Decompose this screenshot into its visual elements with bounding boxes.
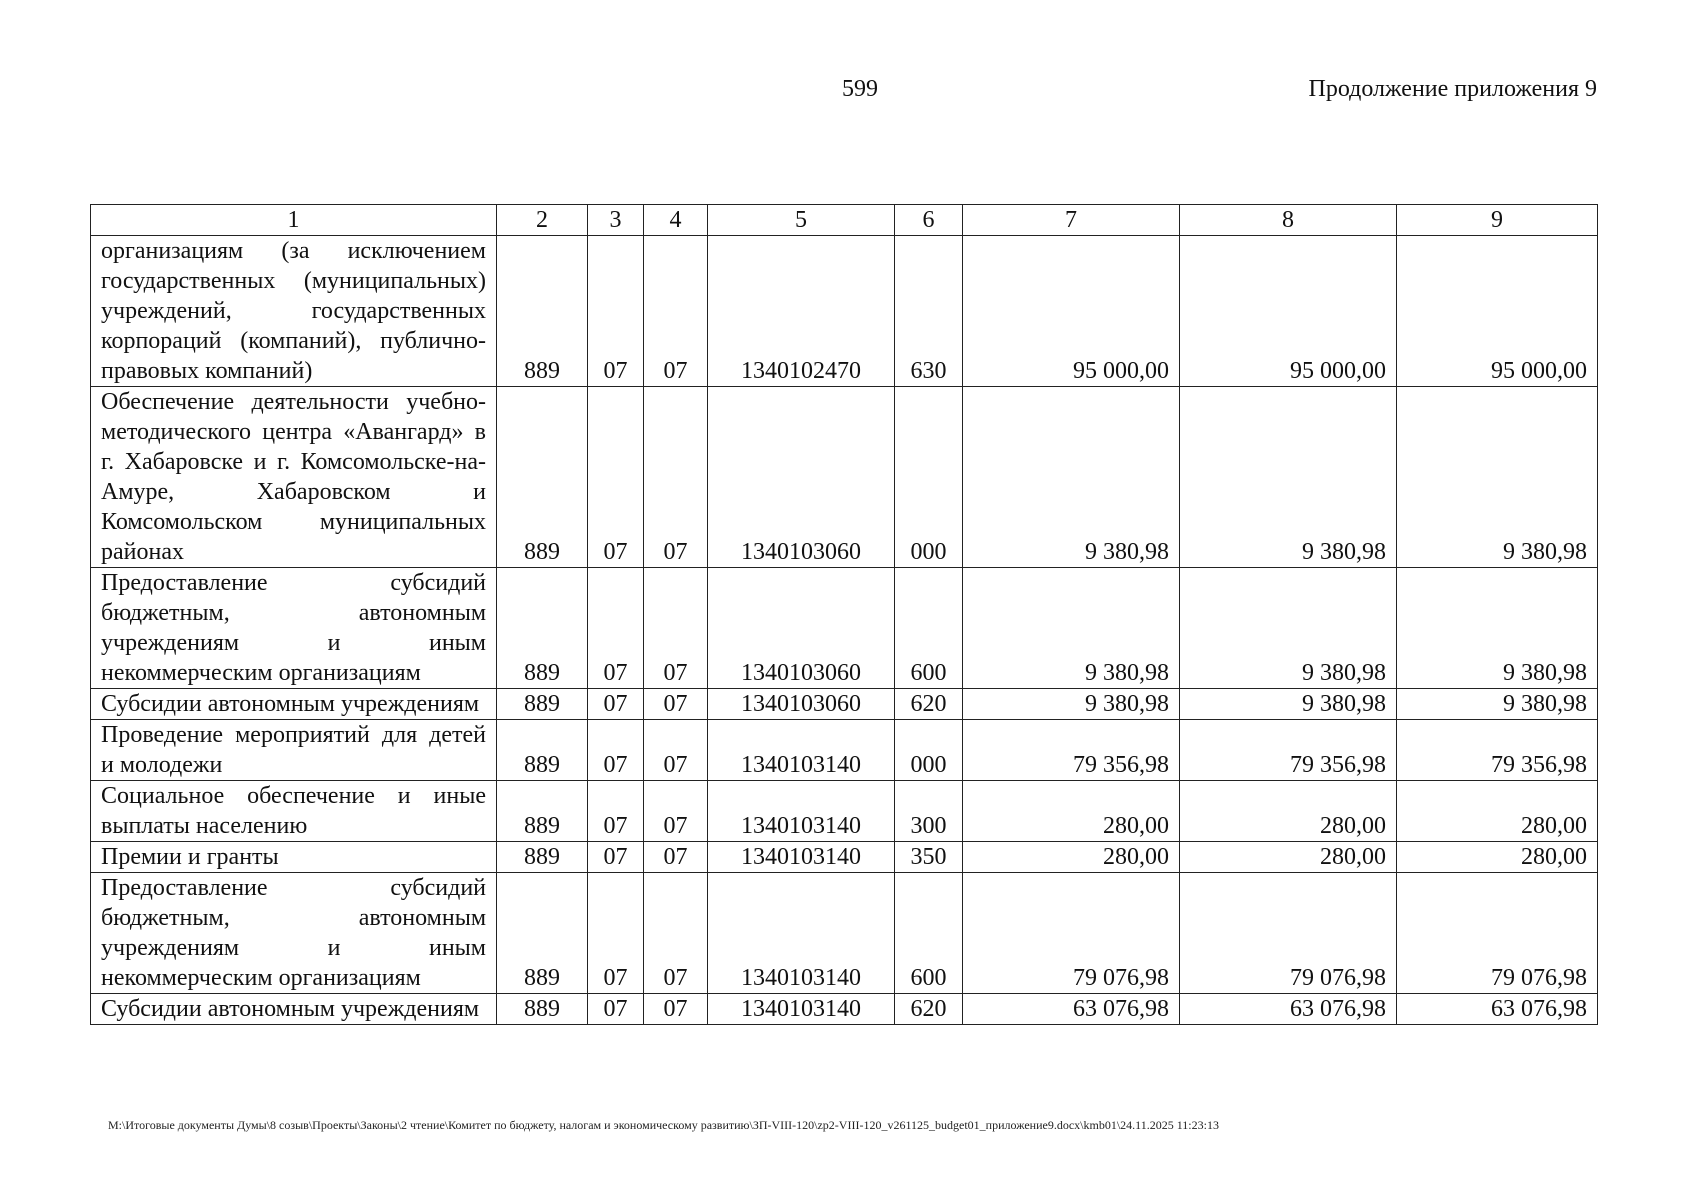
ministry-code: 889 xyxy=(497,689,588,720)
page-number: 599 xyxy=(842,76,878,102)
footer-file-path: M:\Итоговые документы Думы\8 созыв\Проекты\Законы\2 чтение\Комитет по бюджету, налогам и экономическому развитию\ЗП-VIII-120\zp2-VIII-120_v261125_budget01_приложение9.docx\kmb01\24.11.2025 11:23:13 xyxy=(108,1118,1219,1132)
amount-col-8: 9 380,98 xyxy=(1180,568,1397,689)
expense-type-code: 600 xyxy=(895,873,963,994)
expense-name: Социальное обеспечение и иные выплаты населению xyxy=(91,781,497,842)
expense-type-code: 620 xyxy=(895,689,963,720)
amount-col-8: 9 380,98 xyxy=(1180,689,1397,720)
column-header-1: 1 xyxy=(91,205,497,236)
column-header-4: 4 xyxy=(644,205,708,236)
column-number-row xyxy=(91,205,1598,236)
amount-col-7: 280,00 xyxy=(963,781,1180,842)
section-code: 07 xyxy=(588,689,644,720)
column-header-2: 2 xyxy=(497,205,588,236)
amount-col-8: 280,00 xyxy=(1180,781,1397,842)
amount-col-9: 280,00 xyxy=(1397,781,1598,842)
table-row xyxy=(91,387,1598,568)
amount-col-7: 79 356,98 xyxy=(963,720,1180,781)
expense-type-code: 000 xyxy=(895,720,963,781)
table-row xyxy=(91,781,1598,842)
expense-type-code: 300 xyxy=(895,781,963,842)
subsection-code: 07 xyxy=(644,994,708,1025)
subsection-code: 07 xyxy=(644,689,708,720)
target-article-code: 1340102470 xyxy=(708,236,895,387)
expense-type-code: 620 xyxy=(895,994,963,1025)
section-code: 07 xyxy=(588,781,644,842)
target-article-code: 1340103060 xyxy=(708,387,895,568)
amount-col-8: 9 380,98 xyxy=(1180,387,1397,568)
section-code: 07 xyxy=(588,994,644,1025)
subsection-code: 07 xyxy=(644,236,708,387)
subsection-code: 07 xyxy=(644,720,708,781)
subsection-code: 07 xyxy=(644,387,708,568)
section-code: 07 xyxy=(588,873,644,994)
appendix-title: Продолжение приложения 9 xyxy=(1308,76,1597,102)
target-article-code: 1340103140 xyxy=(708,720,895,781)
expense-name: Предоставление субсидий бюджетным, автономным учреждениям и иным некоммерческим организациям xyxy=(91,568,497,689)
table-row xyxy=(91,720,1598,781)
expense-type-code: 600 xyxy=(895,568,963,689)
amount-col-7: 63 076,98 xyxy=(963,994,1180,1025)
amount-col-9: 9 380,98 xyxy=(1397,689,1598,720)
target-article-code: 1340103140 xyxy=(708,994,895,1025)
ministry-code: 889 xyxy=(497,994,588,1025)
amount-col-7: 9 380,98 xyxy=(963,568,1180,689)
ministry-code: 889 xyxy=(497,781,588,842)
expense-name: Проведение мероприятий для детей и молодежи xyxy=(91,720,497,781)
table-row xyxy=(91,236,1598,387)
ministry-code: 889 xyxy=(497,720,588,781)
expense-type-code: 630 xyxy=(895,236,963,387)
section-code: 07 xyxy=(588,720,644,781)
expense-name: Обеспечение деятельности учебно-методического центра «Авангард» в г. Хабаровске и г. Комсомольске-на-Амуре, Хабаровском и Комсомольском муниципальных районах xyxy=(91,387,497,568)
amount-col-9: 280,00 xyxy=(1397,842,1598,873)
amount-col-9: 95 000,00 xyxy=(1397,236,1598,387)
amount-col-8: 95 000,00 xyxy=(1180,236,1397,387)
section-code: 07 xyxy=(588,387,644,568)
table-row xyxy=(91,994,1598,1025)
ministry-code: 889 xyxy=(497,568,588,689)
amount-col-8: 280,00 xyxy=(1180,842,1397,873)
subsection-code: 07 xyxy=(644,842,708,873)
target-article-code: 1340103060 xyxy=(708,568,895,689)
column-header-7: 7 xyxy=(963,205,1180,236)
amount-col-9: 9 380,98 xyxy=(1397,387,1598,568)
expense-name: Субсидии автономным учреждениям xyxy=(91,689,497,720)
column-header-8: 8 xyxy=(1180,205,1397,236)
target-article-code: 1340103140 xyxy=(708,781,895,842)
table-row xyxy=(91,689,1598,720)
amount-col-9: 9 380,98 xyxy=(1397,568,1598,689)
column-header-6: 6 xyxy=(895,205,963,236)
amount-col-7: 79 076,98 xyxy=(963,873,1180,994)
amount-col-8: 63 076,98 xyxy=(1180,994,1397,1025)
expense-type-code: 000 xyxy=(895,387,963,568)
expense-name: организациям (за исключением государственных (муниципальных) учреждений, государственных корпораций (компаний), публично-правовых компаний) xyxy=(91,236,497,387)
amount-col-9: 63 076,98 xyxy=(1397,994,1598,1025)
section-code: 07 xyxy=(588,842,644,873)
ministry-code: 889 xyxy=(497,236,588,387)
section-code: 07 xyxy=(588,236,644,387)
table-row xyxy=(91,873,1598,994)
expense-name: Премии и гранты xyxy=(91,842,497,873)
subsection-code: 07 xyxy=(644,873,708,994)
target-article-code: 1340103140 xyxy=(708,842,895,873)
amount-col-7: 9 380,98 xyxy=(963,689,1180,720)
amount-col-8: 79 076,98 xyxy=(1180,873,1397,994)
column-header-3: 3 xyxy=(588,205,644,236)
expense-name: Предоставление субсидий бюджетным, автономным учреждениям и иным некоммерческим организациям xyxy=(91,873,497,994)
table-row xyxy=(91,568,1598,689)
section-code: 07 xyxy=(588,568,644,689)
amount-col-7: 280,00 xyxy=(963,842,1180,873)
column-header-5: 5 xyxy=(708,205,895,236)
amount-col-9: 79 356,98 xyxy=(1397,720,1598,781)
amount-col-8: 79 356,98 xyxy=(1180,720,1397,781)
target-article-code: 1340103060 xyxy=(708,689,895,720)
amount-col-7: 9 380,98 xyxy=(963,387,1180,568)
ministry-code: 889 xyxy=(497,873,588,994)
ministry-code: 889 xyxy=(497,842,588,873)
expense-name: Субсидии автономным учреждениям xyxy=(91,994,497,1025)
column-header-9: 9 xyxy=(1397,205,1598,236)
subsection-code: 07 xyxy=(644,781,708,842)
subsection-code: 07 xyxy=(644,568,708,689)
expense-type-code: 350 xyxy=(895,842,963,873)
budget-table xyxy=(90,204,1598,1025)
amount-col-7: 95 000,00 xyxy=(963,236,1180,387)
target-article-code: 1340103140 xyxy=(708,873,895,994)
amount-col-9: 79 076,98 xyxy=(1397,873,1598,994)
ministry-code: 889 xyxy=(497,387,588,568)
table-row xyxy=(91,842,1598,873)
